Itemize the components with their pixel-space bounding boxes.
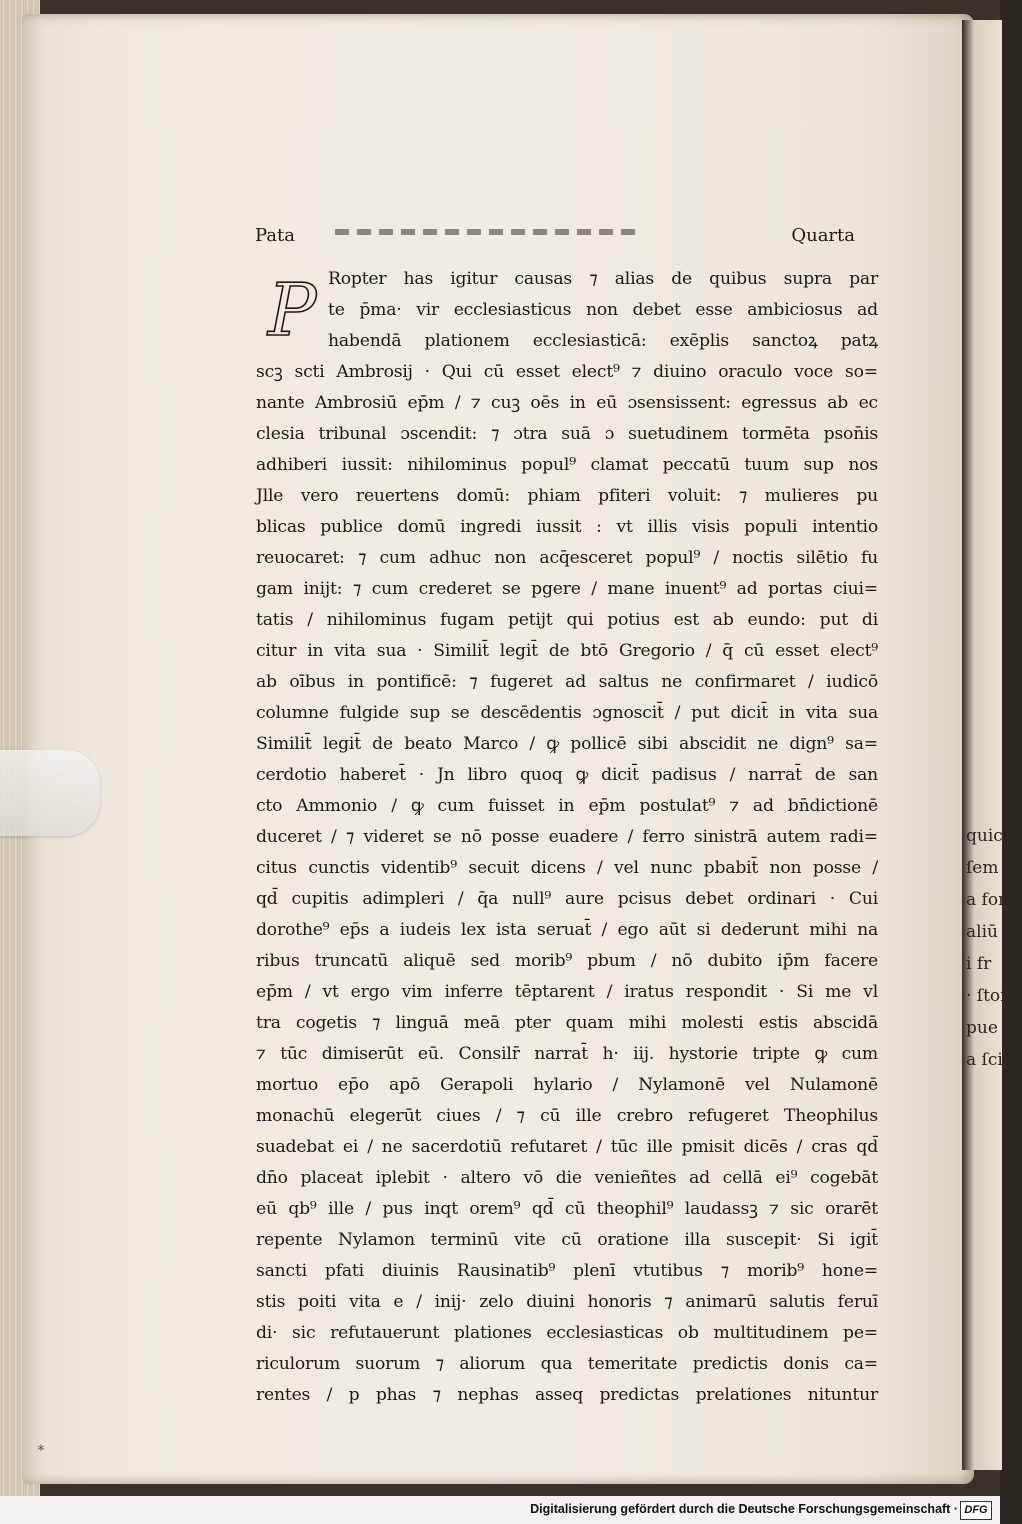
running-head-left: Pata — [255, 225, 295, 246]
text-line: adhiberi iussit: nihilominus popul⁹ clamat peccatū tuum sup nos — [256, 455, 878, 475]
footer-credit: Digitalisierung gefördert durch die Deutsche Forschungsgemeinschaft · — [530, 1502, 958, 1516]
dfg-logo: DFG — [960, 1501, 992, 1520]
text-line: sancti pfati diuinis Rausinatib⁹ plenī vtutibus ⁊ morib⁹ hone= — [256, 1261, 878, 1281]
text-line: citur in vita sua · Similit̄ legit̄ de btō Gregorio / q̄ cū esset elect⁹ — [256, 641, 878, 661]
facing-page-line: a ſci — [966, 1050, 1003, 1070]
facing-page-line: aliū — [966, 922, 998, 942]
facing-page-line: ſem f — [966, 858, 1011, 878]
text-line: Ropter has igitur causas ⁊ alias de quibus supra par — [328, 269, 878, 289]
text-line: cerdotio haberet̄ · Jn libro quoq ꝙ dicit̄ padisus / narrat̄ de san — [256, 765, 878, 785]
text-line: citus cunctis videntib⁹ secuit dicens / vel nunc pbabit̄ non posse / — [256, 858, 878, 878]
facing-page-line: pue ar — [966, 1018, 1022, 1038]
text-line: habendā plationem ecclesiasticā: exēplis sanctoꝝ patꝝ — [328, 331, 878, 351]
text-line: te p̄ma· vir ecclesiasticus non debet esse ambiciosus ad — [328, 300, 878, 320]
footer-bar — [0, 1496, 1000, 1524]
head-ornament-rule — [335, 229, 635, 235]
text-line: riculorum suorum ⁊ aliorum qua temeritate predictis donis ca= — [256, 1354, 878, 1374]
text-line: nante Ambrosiū ep̄m / ⁊ cuꝫ oēs in eū ɔsensissent: egressus ab ec — [256, 393, 878, 413]
text-line: cto Ammonio / ꝙ cum fuisset in ep̄m postulat⁹ ⁊ ad bn̄dictionē — [256, 796, 878, 816]
text-line: ribus truncatū aliquē sed morib⁹ pbum / nō dubito ip̄m facere — [256, 951, 878, 971]
text-line: dorothe⁹ ep̄s a iudeis lex ista seruat̄ / ego aūt si dederunt mihi na — [256, 920, 878, 940]
text-line: qd̄ cupitis adimpleri / q̄a null⁹ aure pcisus debet ordinari · Cui — [256, 889, 878, 909]
text-line: reuocaret: ⁊ cum adhuc non acq̄esceret popul⁹ / noctis silētio fu — [256, 548, 878, 568]
main-text-block — [256, 264, 878, 1411]
bookmark-tab — [0, 750, 100, 836]
facing-page-edge — [962, 20, 1022, 1470]
text-line: columne fulgide sup se descēdentis ɔgnoscit̄ / put dicit̄ in vita sua — [256, 703, 878, 723]
text-line: dn̄o placeat iplebit · altero vō die venieñtes ad cellā ei⁹ cogebāt — [256, 1168, 878, 1188]
facing-page-line: quicq — [966, 826, 1014, 846]
text-line: tatis / nihilominus fugam petijt qui potius est ab eundo: put di — [256, 610, 878, 630]
text-line: duceret / ⁊ videret se nō posse euadere / ferro sinistrā autem radi= — [256, 827, 878, 847]
text-line: rentes / p phas ⁊ nephas asseq predictas prelationes nituntur — [256, 1385, 878, 1405]
text-line: Jlle vero reuertens domū: phiam pfiteri voluit: ⁊ mulieres pu — [256, 486, 878, 506]
text-line: eū qb⁹ ille / pus inqt orem⁹ qd̄ cū theophil⁹ laudassꝫ ⁊ sic orarēt — [256, 1199, 878, 1219]
text-line: monachū elegerūt ciues / ⁊ cū ille crebro refugeret Theophilus — [256, 1106, 878, 1126]
facing-page-text — [966, 820, 1022, 1076]
text-line: blicas publice domū ingredi iussit : vt illis visis populi intentio — [256, 517, 878, 537]
text-line: ⁊ tūc dimiserūt eū. Consilr̄ narrat̄ h· iij. hystorie tripte ꝙ cum — [256, 1044, 878, 1064]
facing-page-line: a fore — [966, 890, 1017, 910]
facing-page-line: · ſtoi — [966, 986, 1006, 1006]
text-line: stis poiti vita e / inij· zelo diuini honoris ⁊ animarū salutis feruī — [256, 1292, 878, 1312]
text-line: Similit̄ legit̄ de beato Marco / ꝙ pollicē sibi abscidit ne dign⁹ sa= — [256, 734, 878, 754]
text-line: mortuo ep̄o apō Gerapoli hylario / Nylamonē vel Nulamonē — [256, 1075, 878, 1095]
text-line: repente Nylamon terminū vite cū oratione illa suscepit· Si igit̄ — [256, 1230, 878, 1250]
text-line: tra cogetis ⁊ linguā meā pter quam mihi molesti estis abscidā — [256, 1013, 878, 1033]
drop-initial: P — [268, 268, 317, 352]
running-head-right: Quarta — [791, 225, 855, 246]
text-line: suadebat ei / ne sacerdotiū refutaret / tūc ille pmisit dicēs / cras qd̄ — [256, 1137, 878, 1157]
text-line: clesia tribunal ɔscendit: ⁊ ɔtra suā ɔ suetudinem tormēta pson̄is — [256, 424, 878, 444]
text-line: ab oībus in pontificē: ⁊ fugeret ad saltus ne confirmaret / iudicō — [256, 672, 878, 692]
running-head — [255, 225, 855, 255]
text-line: di· sic refutauerunt plationes ecclesiasticas ob multitudinem pe= — [256, 1323, 878, 1343]
facing-page-line: i fr — [966, 954, 992, 974]
page-mark: ∗ — [36, 1440, 46, 1456]
text-line: scꝫ scti Ambrosij · Qui cū esset elect⁹ ⁊ diuino oraculo voce so= — [256, 362, 878, 382]
text-line: gam inijt: ⁊ cum crederet se pgere / mane inuent⁹ ad portas ciui= — [256, 579, 878, 599]
text-line: ep̄m / vt ergo vim inferre tēptarent / iratus respondit · Si me vl — [256, 982, 878, 1002]
